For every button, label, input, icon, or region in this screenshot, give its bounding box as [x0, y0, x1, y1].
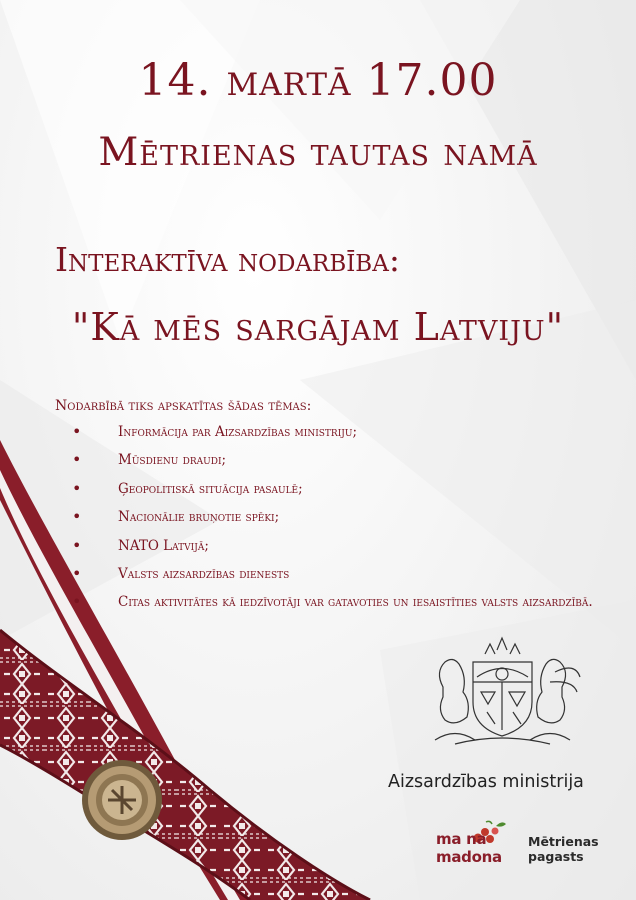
- activity-type: Interaktīva nodarbība:: [55, 240, 400, 279]
- topic-text: Mūsdienu draudi;: [118, 452, 227, 469]
- madona-logo: [436, 820, 526, 872]
- event-date: 14. martā 17.00: [138, 55, 498, 106]
- list-item: [0, 594, 636, 622]
- bullet-icon: •: [72, 450, 82, 470]
- list-item: [0, 424, 636, 452]
- activity-title: "Kā mēs sargājam Latviju": [71, 305, 565, 349]
- bullet-icon: •: [72, 507, 82, 527]
- parish-line-1: Mētrienas: [528, 834, 599, 849]
- bullet-icon: •: [72, 563, 82, 583]
- topic-list: [0, 424, 636, 623]
- parish-name: [528, 834, 599, 864]
- bullet-icon: •: [72, 422, 82, 441]
- list-item: [0, 535, 636, 566]
- topic-text: Nacionālie bruņotie spēki;: [118, 509, 280, 526]
- topic-text: NATO Latvijā;: [118, 537, 209, 554]
- bullet-icon: •: [72, 535, 82, 555]
- parish-line-2: pagasts: [528, 849, 584, 864]
- topic-text: Citas aktivitātes kā iedzīvotāji var gatavoties un iesaistīties valsts aizsardzībā.: [118, 594, 593, 611]
- topic-text: Ģeopolitiskā situācija pasaulē;: [118, 480, 303, 497]
- list-item: [0, 478, 636, 509]
- event-venue: Mētrienas tautas namā: [98, 130, 538, 175]
- list-item: [0, 563, 636, 594]
- logo-word-top: ma na: [436, 830, 487, 848]
- coat-of-arms-icon: [415, 632, 590, 750]
- ministry-name: Aizsardzības ministrija: [388, 772, 584, 792]
- bullet-icon: •: [72, 478, 82, 498]
- topics-intro: Nodarbībā tiks apskatītas šādas tēmas:: [55, 398, 312, 414]
- list-item: [0, 509, 636, 537]
- topic-text: Informācija par Aizsardzības ministriju;: [118, 424, 357, 440]
- logo-word-bottom: madona: [436, 848, 502, 866]
- bullet-icon: •: [72, 592, 82, 612]
- list-item: [0, 452, 636, 480]
- topic-text: Valsts aizsardzības dienests: [118, 565, 290, 582]
